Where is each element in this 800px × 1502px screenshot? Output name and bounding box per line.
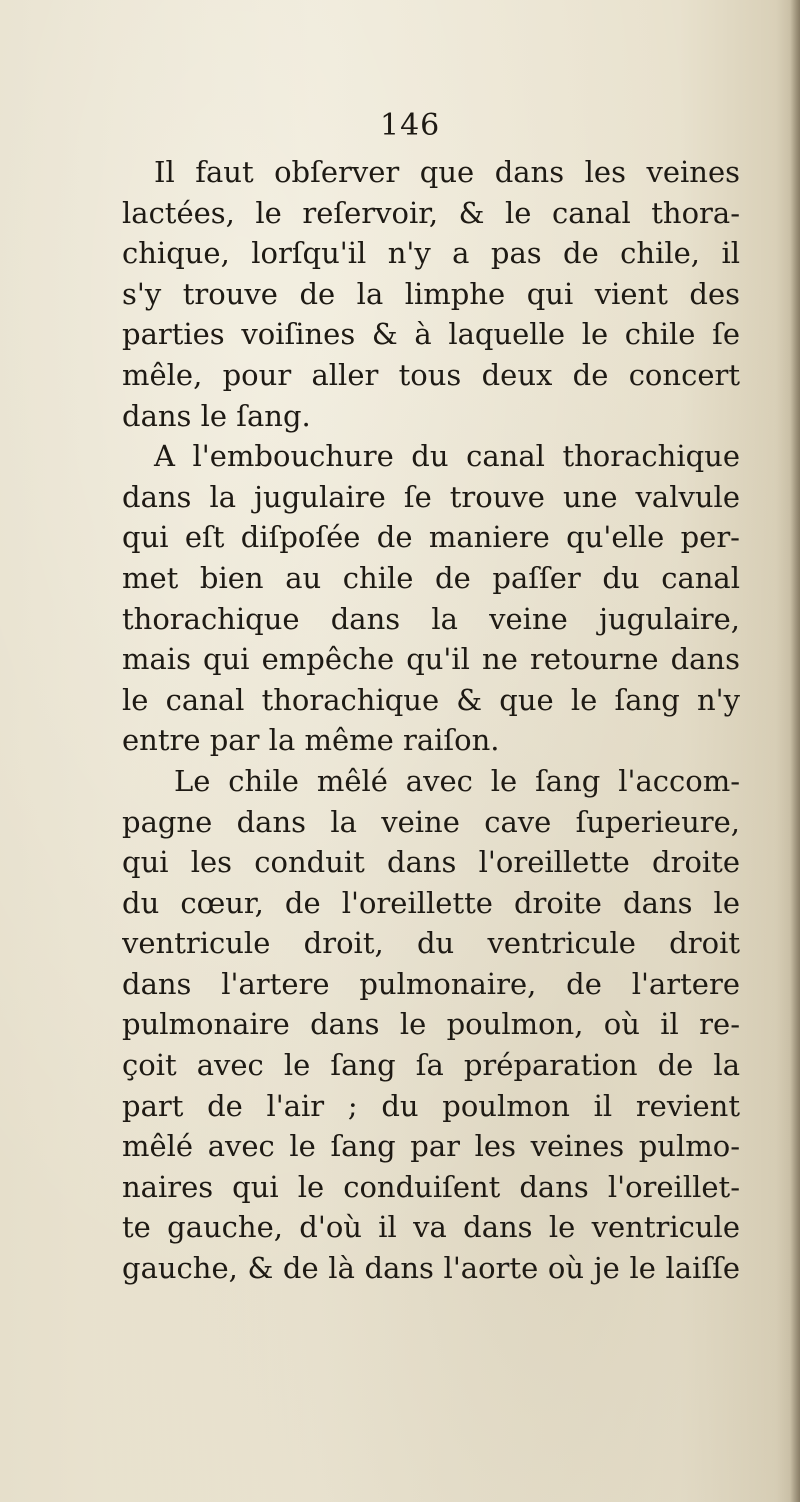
text-line: part de l'air ; du poulmon il revient: [122, 1088, 740, 1123]
text-line: Le chile mêlé avec le ſang l'accom-: [174, 763, 740, 798]
text-line: te gauche, d'où il va dans le ventricule: [122, 1210, 740, 1245]
text-line: dans le ſang.: [122, 398, 311, 433]
text-line: thorachique dans la veine jugulaire,: [122, 601, 740, 636]
text-line: qui les conduit dans l'oreillette droite: [122, 845, 740, 880]
text-line: le canal thorachique & que le ſang n'y: [122, 682, 740, 717]
text-line: met bien au chile de paſſer du canal: [122, 560, 740, 595]
text-line: s'y trouve de la limphe qui vient des: [122, 276, 740, 311]
text-line: dans la jugulaire ſe trouve une valvule: [122, 479, 740, 514]
text-line: çoit avec le ſang ſa préparation de la: [122, 1048, 740, 1083]
text-line: chique, lorſqu'il n'y a pas de chile, il: [122, 236, 740, 271]
page-edge-shadow: [790, 0, 800, 1502]
text-line: parties voiſines & à laquelle le chile ſe: [122, 317, 740, 352]
text-line: ventricule droit, du ventricule droit: [122, 926, 740, 961]
text-line: A l'embouchure du canal thorachique: [154, 439, 740, 474]
text-line: entre par la même raiſon.: [122, 723, 500, 758]
text-line: naires qui le conduiſent dans l'oreillet-: [122, 1169, 740, 1204]
text-line: du cœur, de l'oreillette droite dans le: [122, 885, 740, 920]
text-line: Il faut obſerver que dans les veines: [154, 155, 740, 189]
text-line: lactées, le reſervoir, & le canal thora-: [122, 195, 740, 230]
page-number: 146: [380, 108, 441, 143]
text-line: mêlé avec le ſang par les veines pulmo-: [122, 1129, 740, 1164]
text-line: pagne dans la veine cave ſuperieure,: [122, 804, 740, 839]
text-line: dans l'artere pulmonaire, de l'artere: [122, 966, 740, 1001]
text-line: qui eſt diſpoſée de maniere qu'elle per-: [122, 520, 740, 555]
text-line: mais qui empêche qu'il ne retourne dans: [122, 642, 740, 677]
body-text: [122, 152, 740, 1289]
text-line: pulmonaire dans le poulmon, où il re-: [122, 1007, 740, 1042]
text-line: gauche, & de là dans l'aorte où je le laiſſe: [122, 1251, 740, 1286]
text-line: mêle, pour aller tous deux de concert: [122, 357, 740, 392]
